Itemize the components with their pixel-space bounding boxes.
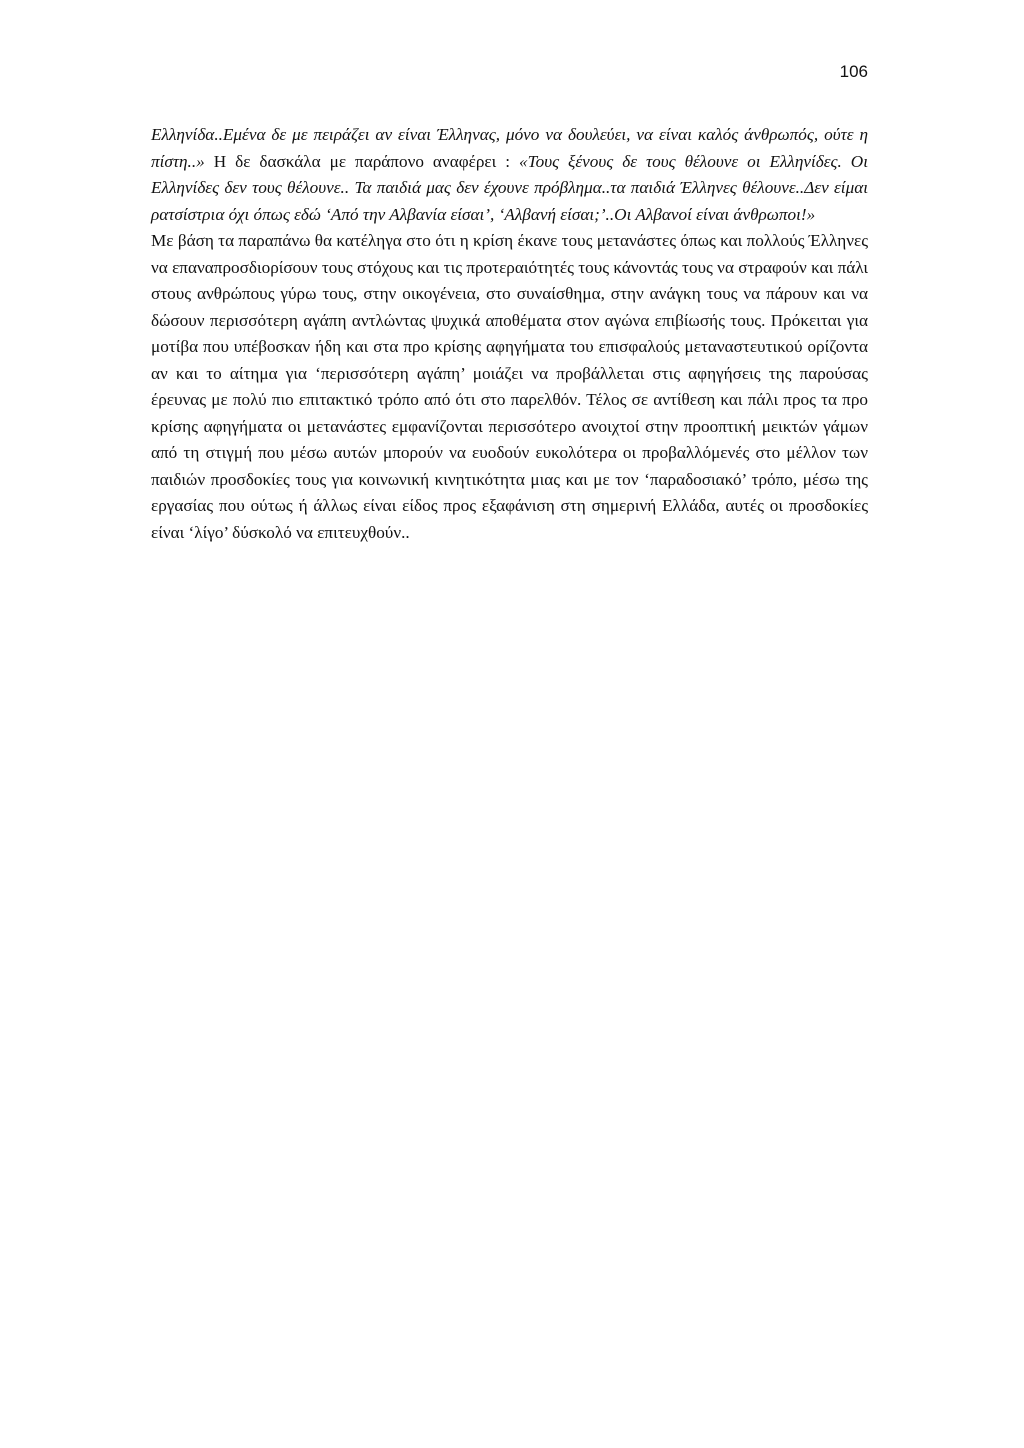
page-content xyxy=(151,122,868,546)
interview-quote-block xyxy=(151,122,868,228)
body-paragraph: Με βάση τα παραπάνω θα κατέληγα στο ότι η κρίση έκανε τους μετανάστες όπως και πολλούς Έλληνες να επαναπροσδιορίσουν τους στόχους και τις προτεραιότητές τους κάνοντάς τους να στραφούν και πάλι στους ανθρώπους γύρω τους, στην οικογένεια, στο συναίσθημα, στην ανάγκη τους να πάρουν και να δώσουν περισσότερη αγάπη αντλώντας ψυχικά αποθέματα στον αγώνα επιβίωσής τους. Πρόκειται για μοτίβα που υπέβοσκαν ήδη και στα προ κρίσης αφηγήματα του επισφαλούς μεταναστευτικού ορίζοντα αν και το αίτημα για ‘περισσότερη αγάπη’ μοιάζει να προβάλλεται στις αφηγήσεις της παρούσας έρευνας με πολύ πιο επιτακτικό τρόπο από ότι στο παρελθόν. Τέλος σε αντίθεση και πάλι προς τα προ κρίσης αφηγήματα οι μετανάστες εμφανίζονται περισσότερο ανοιχτοί στην προοπτική μεικτών γάμων από τη στιγμή που μέσω αυτών μπορούν να ευοδούν ευκολότερα οι προβαλλόμενές στο μέλλον των παιδιών προσδοκίες τους για κοινωνική κινητικότητα μιας και με τον ‘παραδοσιακό’ τρόπο, μέσω της εργασίας που ούτως ή άλλως είναι είδος προς εξαφάνιση στη σημερινή Ελλάδα, αυτές οι προσδοκίες είναι ‘λίγο’ δύσκολό να επιτευχθούν.. xyxy=(151,231,868,542)
quote-part-1: Ελληνίδα..Εμένα δε με πειράζει αν είναι Έλληνας, μόνο να δουλεύει, να είναι καλός άνθρωπός, ούτε η πίστη..» xyxy=(151,125,868,171)
narration-part: Η δε δασκάλα με παράπονο αναφέρει : xyxy=(204,151,520,171)
page-number: 106 xyxy=(839,62,868,81)
quote-part-2: «Τους ξένους δε τους θέλουνε οι Ελληνίδες. Οι Ελληνίδες δεν τους θέλουνε.. Τα παιδιά μας δεν έχουνε πρόβλημα..τα παιδιά Έλληνες θέλουνε..Δεν είμαι ρατσίστρια όχι όπως εδώ ‘Από την Αλβανία είσαι’, ‘Αλβανή είσαι;’..Οι Αλβανοί είναι άνθρωποι!» xyxy=(151,151,868,224)
